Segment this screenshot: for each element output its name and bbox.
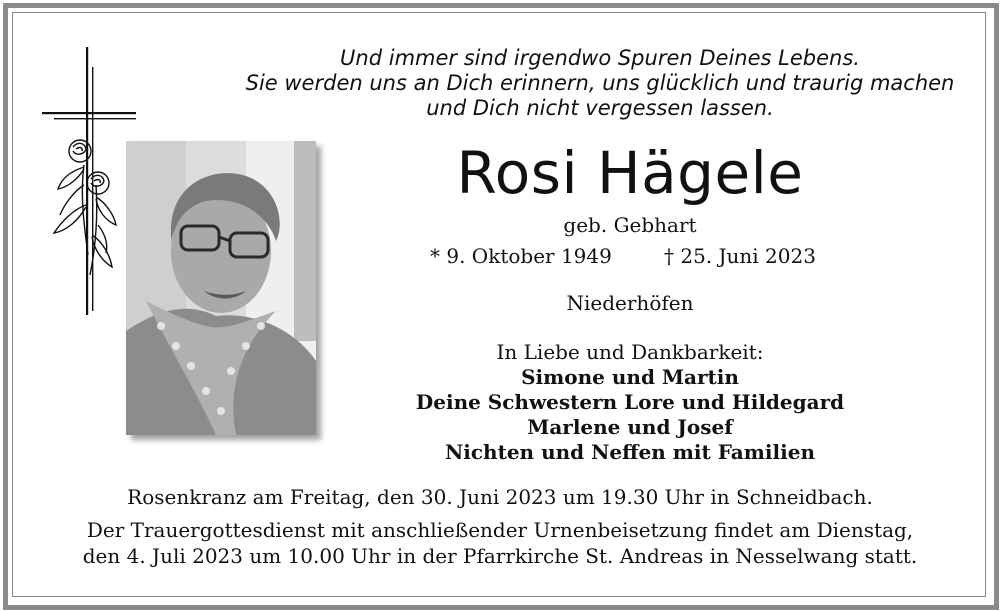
- mourners-intro: In Liebe und Dankbarkeit:: [496, 340, 764, 364]
- funeral-announcement-line: den 4. Juli 2023 um 10.00 Uhr in der Pfarrkirche St. Andreas in Nesselwang statt.: [82, 544, 918, 568]
- cross-with-roses-icon: [40, 45, 140, 320]
- poem-line: und Dich nicht vergessen lassen.: [426, 96, 774, 120]
- portrait-photo: [126, 141, 316, 435]
- mourner-entry: Deine Schwestern Lore und Hildegard: [415, 390, 845, 414]
- mourner-entry: Nichten und Neffen mit Familien: [445, 440, 815, 464]
- poem-line: Und immer sind irgendwo Spuren Deines Lebens.: [340, 46, 860, 70]
- funeral-announcement-line: Der Trauergottesdienst mit anschließender Urnenbeisetzung findet am Dienstag,: [86, 518, 914, 542]
- maiden-name: geb. Gebhart: [563, 213, 697, 237]
- rosary-announcement: Rosenkranz am Freitag, den 30. Juni 2023 um 19.30 Uhr in Schneidbach.: [127, 485, 873, 509]
- death-date: † 25. Juni 2023: [664, 244, 816, 268]
- deceased-name: Rosi Hägele: [456, 139, 804, 207]
- place-of-residence: Niederhöfen: [566, 291, 694, 315]
- birth-date: * 9. Oktober 1949: [430, 244, 612, 268]
- mourner-entry: Simone und Martin: [521, 365, 739, 389]
- memorial-poem: [230, 46, 970, 121]
- mourner-entry: Marlene und Josef: [527, 415, 733, 439]
- poem-line: Sie werden uns an Dich erinnern, uns glücklich und traurig machen: [245, 71, 955, 95]
